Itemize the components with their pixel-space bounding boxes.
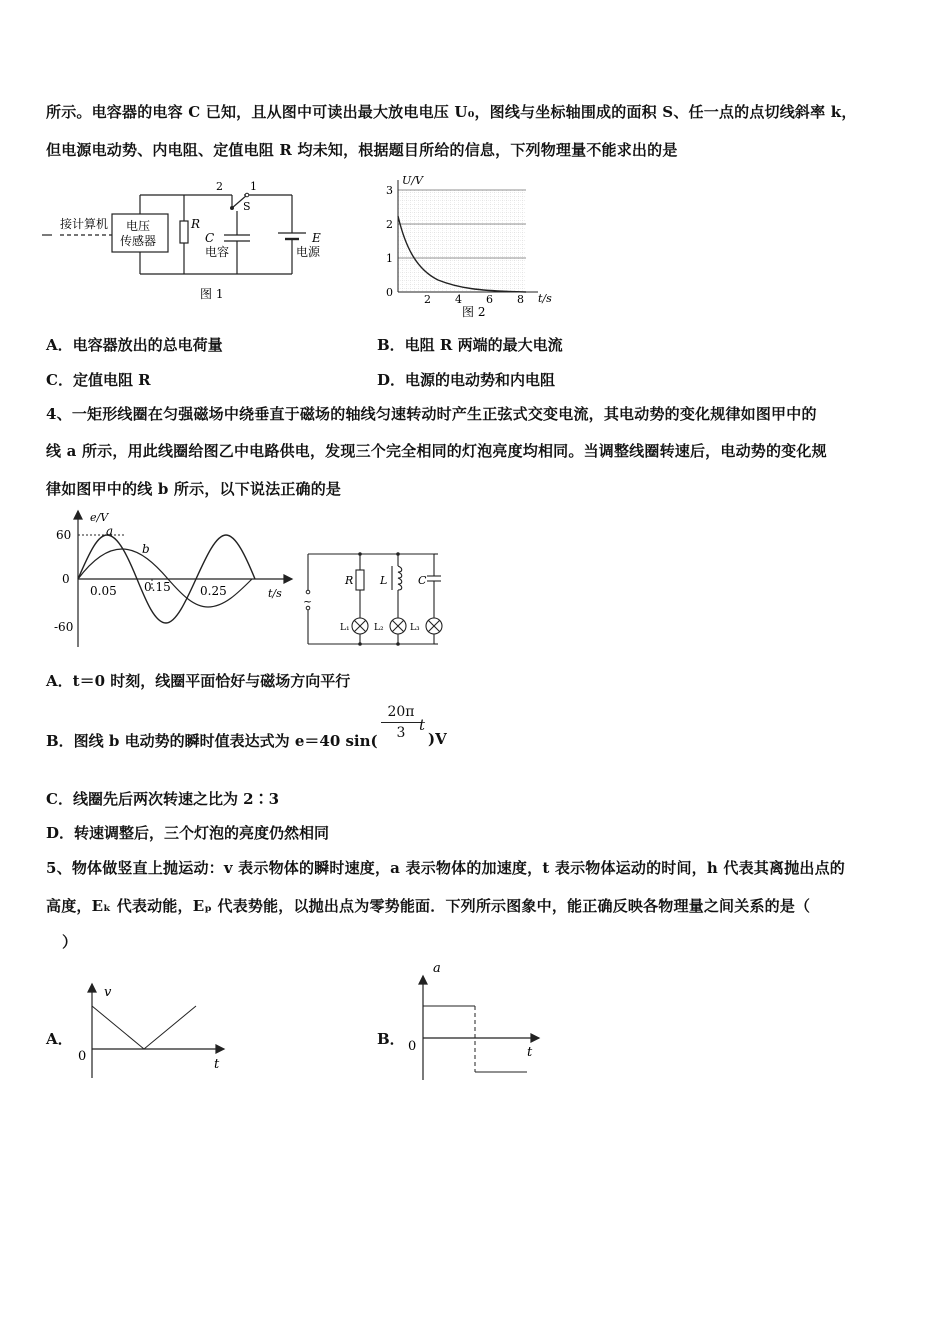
q5-line-1: 5、物体做竖直上抛运动：v 表示物体的瞬时速度，a 表示物体的加速度，t 表示物体运动的时间，h 代表其离抛出点的	[46, 859, 846, 877]
q5-option-b-label: B．	[377, 1030, 405, 1048]
computer-label: 接计算机	[60, 217, 109, 231]
q4-graph-x025: 0.25	[200, 584, 227, 598]
fig2-ytick-1: 1	[386, 252, 393, 265]
q4-graph-xlabel: t/s	[268, 587, 282, 600]
source-label: 电源	[296, 245, 321, 259]
q3-option-a: A．电容器放出的总电荷量	[46, 336, 223, 354]
fig2-ylabel: U/V	[402, 174, 423, 187]
figure-1-circuit	[42, 178, 342, 306]
q4-option-b	[46, 730, 378, 751]
q4-graph-y0: 0	[62, 572, 70, 586]
sensor-label-1: 电压	[126, 219, 151, 233]
q4-graph-yneg60: -60	[54, 620, 74, 634]
q3-option-c: C．定值电阻 R	[46, 371, 151, 389]
q4-line-1: 4、一矩形线圈在匀强磁场中绕垂直于磁场的轴线匀速转动时产生正弦式交变电流，其电动势的变化规律如图甲中的	[46, 405, 817, 423]
fig2-xtick-4: 4	[455, 293, 462, 306]
circuit-r-label: R	[345, 574, 354, 587]
fig2-ytick-2: 2	[386, 218, 393, 231]
fig2-xtick-8: 8	[517, 293, 524, 306]
figure-2-graph	[378, 172, 558, 320]
lamp-l2-label: L₂	[374, 623, 384, 633]
q3-option-d: D．电源的电动势和内电阻	[377, 371, 556, 389]
q4-graph-x005: 0.05	[90, 584, 117, 598]
q5-line-2: 高度，Eₖ 代表动能，Eₚ 代表势能，以抛出点为零势能面．下列所示图象中，能正确反映各物理量之间关系的是（	[46, 897, 811, 915]
q4-line-2: 线 a 所示，用此线圈给图乙中电路供电，发现三个完全相同的灯泡亮度均相同。当调整线圈转速后，电动势的变化规	[46, 442, 827, 460]
capacitor-c-label: C	[205, 231, 215, 245]
circuit-c-label: C	[418, 574, 427, 587]
q5-option-a-label: A．	[46, 1030, 73, 1048]
q4-graph-line-a-label: a	[106, 524, 114, 538]
resistor-label: R	[191, 217, 201, 231]
q4-option-a: A．t＝0 时刻，线圈平面恰好与磁场方向平行	[46, 672, 351, 690]
q5-graph-a-ylabel: v	[104, 985, 112, 1000]
lamp-l1-label: L₁	[340, 623, 350, 633]
q4-option-b-fraction	[381, 704, 421, 741]
q5-graph-a	[72, 978, 237, 1084]
intro-line-2: 但电源电动势、内电阻、定值电阻 R 均未知，根据题目所给的信息，下列物理量不能求出的是	[46, 141, 678, 159]
intro-line-1: 所示。电容器的电容 C 已知，且从图中可读出最大放电电压 U₀，图线与坐标轴围成的面积 S、任一点的点切线斜率 k，	[46, 103, 857, 121]
sensor-label-2: 传感器	[120, 234, 157, 248]
q5-graph-a-origin: 0	[78, 1049, 87, 1064]
q4-option-b-t: t	[419, 716, 426, 734]
switch-pos-2: 2	[216, 180, 223, 193]
q4-graph-ylabel: e/V	[90, 511, 109, 524]
fig2-ytick-0: 0	[386, 286, 393, 299]
fig2-xtick-6: 6	[486, 293, 493, 306]
q4-option-d: D．转速调整后，三个灯泡的亮度仍然相同	[46, 824, 330, 842]
ac-source-symbol: ~	[303, 595, 313, 608]
q3-option-b: B．电阻 R 两端的最大电流	[377, 336, 563, 354]
q4-option-c: C．线圈先后两次转速之比为 2∶3	[46, 790, 280, 808]
q4-fraction-denominator: 3	[396, 725, 406, 741]
q4-emf-graph	[48, 507, 298, 657]
q5-line-3: ）	[62, 933, 78, 951]
q4-fraction-numerator: 20π	[381, 704, 421, 723]
q4-graph-line-b-label: b	[142, 542, 150, 556]
figure-1-caption: 图 1	[200, 287, 224, 301]
lamp-l3-label: L₃	[410, 623, 420, 633]
source-e-label: E	[312, 231, 321, 245]
q5-graph-b-ylabel: a	[433, 961, 441, 976]
switch-pos-1: 1	[250, 180, 257, 193]
fig2-xlabel: t/s	[538, 292, 552, 305]
fig2-xtick-2: 2	[424, 293, 431, 306]
capacitor-label: 电容	[205, 245, 230, 259]
q4-graph-x015: 0.15	[144, 580, 171, 594]
fig2-ytick-3: 3	[386, 184, 393, 197]
switch-label: S	[243, 200, 251, 213]
figure-2-caption: 图 2	[462, 305, 486, 319]
q4-option-b-suffix: )V	[428, 730, 447, 748]
q4-option-b-prefix: B．图线 b 电动势的瞬时值表达式为 e＝40 sin(	[46, 732, 378, 750]
q4-line-3: 律如图甲中的线 b 所示，以下说法正确的是	[46, 480, 342, 498]
q5-graph-b-xlabel: t	[527, 1045, 533, 1060]
q5-graph-b-origin: 0	[408, 1039, 417, 1054]
circuit-l-label: L	[380, 574, 388, 587]
q5-graph-a-xlabel: t	[214, 1057, 220, 1072]
q4-lamp-circuit	[300, 546, 450, 650]
q5-graph-b	[403, 958, 548, 1084]
q4-graph-y60: 60	[56, 528, 72, 542]
